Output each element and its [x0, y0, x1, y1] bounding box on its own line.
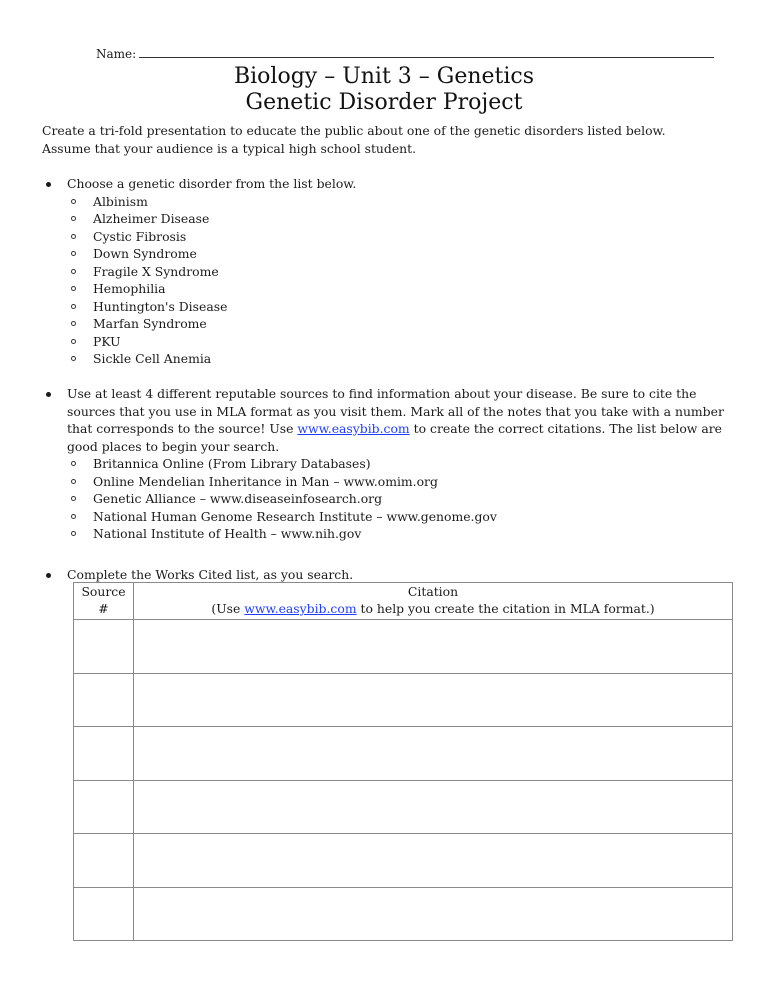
disorder-name: Huntington's Disease [93, 298, 228, 314]
hollow-bullet-icon [71, 269, 76, 274]
hollow-bullet-icon [71, 461, 76, 466]
list-item [42, 193, 742, 211]
citation-cell[interactable] [134, 887, 733, 941]
page-subtitle: Genetic Disorder Project [245, 90, 523, 115]
header-text: (Use [211, 601, 245, 616]
table-header-row [74, 583, 733, 620]
source-name: Online Mendelian Inheritance in Man – www.omim.org [93, 473, 438, 489]
list-item [42, 263, 742, 281]
source-number-cell[interactable] [74, 673, 134, 727]
hollow-bullet-icon [71, 286, 76, 291]
header-text: # [98, 601, 109, 616]
hollow-bullet-icon [71, 251, 76, 256]
source-number-cell[interactable] [74, 834, 134, 888]
citation-cell[interactable] [134, 834, 733, 888]
header-text: Source [81, 584, 126, 599]
bullet-works-cited [42, 566, 742, 584]
citation-cell[interactable] [134, 727, 733, 781]
list-item [42, 525, 742, 543]
hollow-bullet-icon [71, 304, 76, 309]
table-row [74, 620, 733, 674]
bullet-sources [42, 385, 742, 543]
header-text: to help you create the citation in MLA format.) [356, 601, 655, 616]
source-number-cell[interactable] [74, 727, 134, 781]
bullet-text: Complete the Works Cited list, as you search. [67, 567, 354, 582]
disorder-name: Down Syndrome [93, 246, 197, 261]
intro-line-1: Create a tri-fold presentation to educate the public about one of the genetic disorders listed below. [42, 123, 666, 138]
bullet-text: Use at least 4 different reputable sources to find information about your disease. Be sure to cite the sources that you use in MLA format as you visit them. Mark all of the notes that you take with a number that corresponds to the source! Use [67, 386, 724, 436]
list-item [42, 473, 742, 491]
hollow-bullet-icon [71, 339, 76, 344]
list-item [42, 280, 742, 298]
disorder-name: Sickle Cell Anemia [93, 351, 212, 366]
table-row [74, 727, 733, 781]
page-title: Biology – Unit 3 – Genetics [233, 64, 535, 89]
table-row [74, 834, 733, 888]
source-name: Genetic Alliance – www.diseaseinfosearch.org [93, 491, 383, 506]
name-label: Name: [96, 47, 137, 61]
list-item [42, 210, 742, 228]
source-name: Britannica Online (From Library Databases) [93, 456, 371, 471]
name-blank-line[interactable] [139, 46, 714, 58]
table-row [74, 673, 733, 727]
bullet-text-continued: to create the correct citations. The list below are good places to begin your search. [67, 421, 722, 454]
hollow-bullet-icon [71, 496, 76, 501]
source-number-cell[interactable] [74, 780, 134, 834]
list-item [42, 490, 742, 508]
citation-cell[interactable] [134, 673, 733, 727]
list-item [42, 245, 742, 263]
easybib-link[interactable]: www.easybib.com [297, 421, 410, 436]
hollow-bullet-icon [71, 356, 76, 361]
source-name: National Human Genome Research Institute – www.genome.gov [93, 508, 497, 524]
disorder-name: Cystic Fibrosis [93, 228, 187, 244]
bullet-icon [46, 573, 51, 578]
source-number-cell[interactable] [74, 887, 134, 941]
list-item [42, 298, 742, 316]
hollow-bullet-icon [71, 216, 76, 221]
hollow-bullet-icon [71, 531, 76, 536]
intro-paragraph [42, 122, 742, 157]
hollow-bullet-icon [71, 514, 76, 519]
intro-line-2: Assume that your audience is a typical high school student. [42, 140, 417, 156]
bullet-icon [46, 392, 51, 397]
disorder-name: Fragile X Syndrome [93, 263, 219, 279]
disorder-name: Alzheimer Disease [93, 211, 210, 226]
table-row [74, 887, 733, 941]
header-text: Citation [407, 584, 459, 599]
list-item [42, 228, 742, 246]
source-name: National Institute of Health – www.nih.gov [93, 526, 362, 541]
list-item [42, 350, 742, 368]
list-item [42, 333, 742, 351]
bullet-choose-disorder [42, 175, 742, 368]
disorder-name: Albinism [93, 193, 148, 209]
source-number-cell[interactable] [74, 620, 134, 674]
citation-cell[interactable] [134, 780, 733, 834]
table-row [74, 780, 733, 834]
hollow-bullet-icon [71, 321, 76, 326]
name-field [96, 46, 714, 61]
citation-cell[interactable] [134, 620, 733, 674]
bullet-icon [46, 182, 51, 187]
hollow-bullet-icon [71, 479, 76, 484]
list-item [42, 455, 742, 473]
works-cited-table [73, 582, 733, 941]
disorder-name: Marfan Syndrome [93, 316, 207, 331]
hollow-bullet-icon [71, 199, 76, 204]
hollow-bullet-icon [71, 234, 76, 239]
easybib-link[interactable]: www.easybib.com [244, 601, 357, 616]
disorder-name: Hemophilia [93, 281, 166, 296]
bullet-text: Choose a genetic disorder from the list below. [67, 176, 357, 191]
disorder-list [42, 193, 742, 368]
citation-instructions [134, 600, 732, 617]
list-item [42, 315, 742, 333]
list-item [42, 508, 742, 526]
source-list [42, 455, 742, 543]
citation-header [134, 583, 733, 620]
disorder-name: PKU [93, 333, 121, 349]
source-number-header [74, 583, 134, 620]
